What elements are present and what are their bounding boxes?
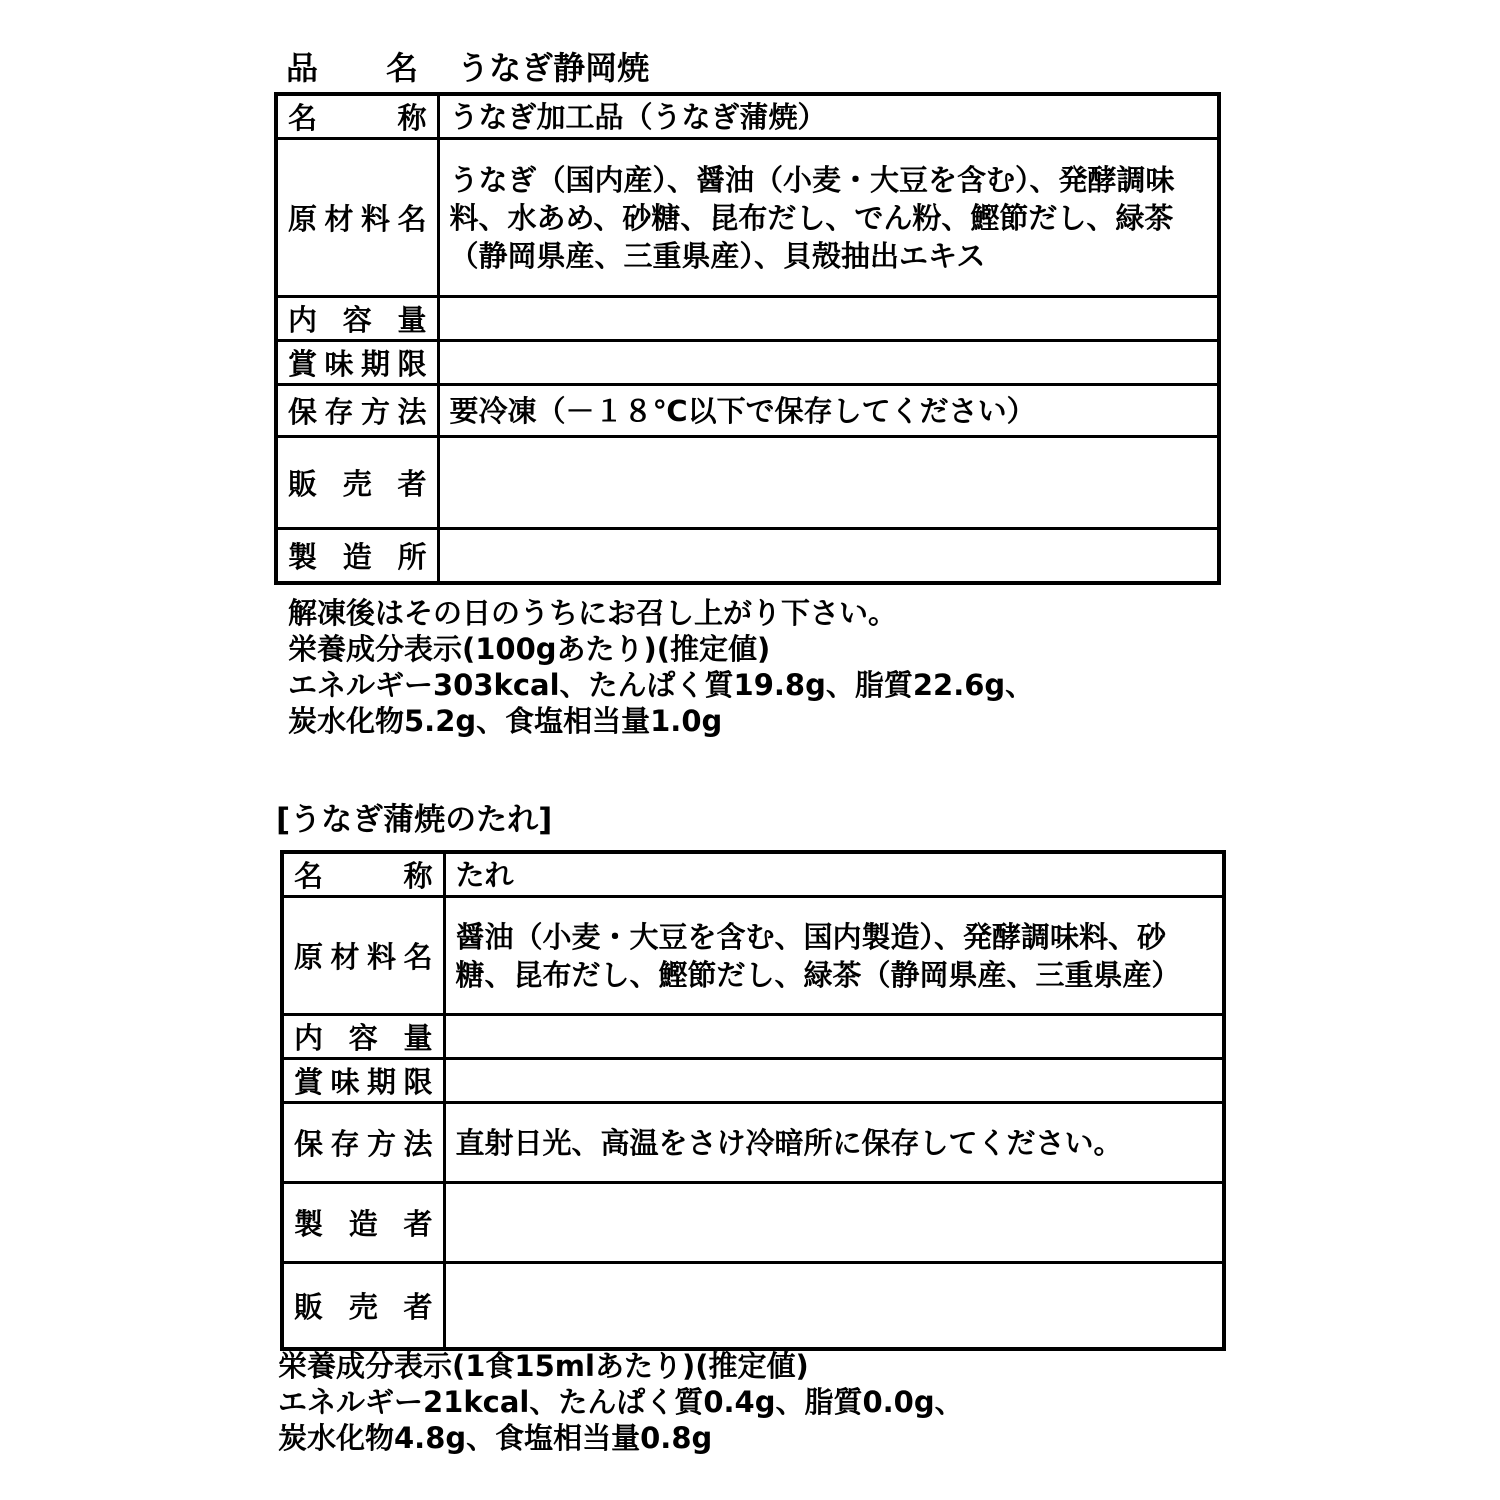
- product-name-line: [286, 46, 649, 90]
- table-row: [276, 139, 1219, 297]
- sauce-section-title: [うなぎ蒲焼のたれ]: [276, 802, 553, 838]
- row-value: [444, 1183, 1224, 1263]
- row-label: 製造者: [282, 1183, 444, 1263]
- row-value: 直射日光、高温をさけ冷暗所に保存してください。: [444, 1103, 1224, 1183]
- row-value: [438, 297, 1219, 341]
- nutrition-line: 炭水化物4.8g、食塩相当量0.8g: [278, 1421, 713, 1455]
- sauce-nutrition-notes: [278, 1348, 964, 1456]
- row-value: うなぎ（国内産）、醤油（小麦・大豆を含む）、発酵調味料、水あめ、砂糖、昆布だし、でん粉、鰹節だし、緑茶（静岡県産、三重県産）、貝殻抽出エキス: [438, 139, 1219, 297]
- row-label: 内容量: [282, 1015, 444, 1059]
- eel-nutrition-notes: [288, 595, 1034, 739]
- row-label: 名称: [282, 852, 444, 897]
- row-label: 内容量: [276, 297, 438, 341]
- table-row: [276, 437, 1219, 529]
- nutrition-heading: 栄養成分表示(1食15mlあたり)(推定値): [278, 1349, 809, 1383]
- row-value: 醤油（小麦・大豆を含む、国内製造）、発酵調味料、砂糖、昆布だし、鰹節だし、緑茶（静岡県産、三重県産）: [444, 897, 1224, 1015]
- row-value: [438, 437, 1219, 529]
- table-row: [276, 297, 1219, 341]
- row-value: [438, 529, 1219, 583]
- row-label: 名称: [276, 94, 438, 139]
- row-value: [438, 341, 1219, 385]
- row-value: [444, 1263, 1224, 1349]
- row-label: 保存方法: [276, 385, 438, 437]
- row-value: たれ: [444, 852, 1224, 897]
- row-value: 要冷凍（－１８℃以下で保存してください）: [438, 385, 1219, 437]
- nutrition-line: 炭水化物5.2g、食塩相当量1.0g: [288, 704, 723, 738]
- eel-label-table: [274, 92, 1221, 585]
- product-name-value: うなぎ静岡焼: [457, 49, 650, 87]
- row-label: 原材料名: [282, 897, 444, 1015]
- row-value: [444, 1059, 1224, 1103]
- nutrition-line: エネルギー21kcal、たんぱく質0.4g、脂質0.0g、: [278, 1385, 964, 1419]
- row-label: 原材料名: [276, 139, 438, 297]
- row-value: [444, 1015, 1224, 1059]
- table-row: [282, 852, 1224, 897]
- row-label: 販売者: [276, 437, 438, 529]
- row-label: 賞味期限: [276, 341, 438, 385]
- table-row: [282, 897, 1224, 1015]
- table-row: [276, 341, 1219, 385]
- thaw-note: 解凍後はその日のうちにお召し上がり下さい。: [288, 596, 898, 630]
- nutrition-heading: 栄養成分表示(100gあたり)(推定値): [288, 632, 771, 666]
- row-label: 賞味期限: [282, 1059, 444, 1103]
- table-row: [282, 1183, 1224, 1263]
- row-value: うなぎ加工品（うなぎ蒲焼）: [438, 94, 1219, 139]
- nutrition-line: エネルギー303kcal、たんぱく質19.8g、脂質22.6g、: [288, 668, 1035, 702]
- table-row: [276, 385, 1219, 437]
- table-row: [282, 1263, 1224, 1349]
- table-row: [276, 529, 1219, 583]
- product-name-label: 品名: [286, 49, 487, 87]
- table-row: [276, 94, 1219, 139]
- row-label: 販売者: [282, 1263, 444, 1349]
- table-row: [282, 1059, 1224, 1103]
- table-row: [282, 1015, 1224, 1059]
- sauce-label-table: [280, 850, 1226, 1351]
- table-row: [282, 1103, 1224, 1183]
- row-label: 製造所: [276, 529, 438, 583]
- row-label: 保存方法: [282, 1103, 444, 1183]
